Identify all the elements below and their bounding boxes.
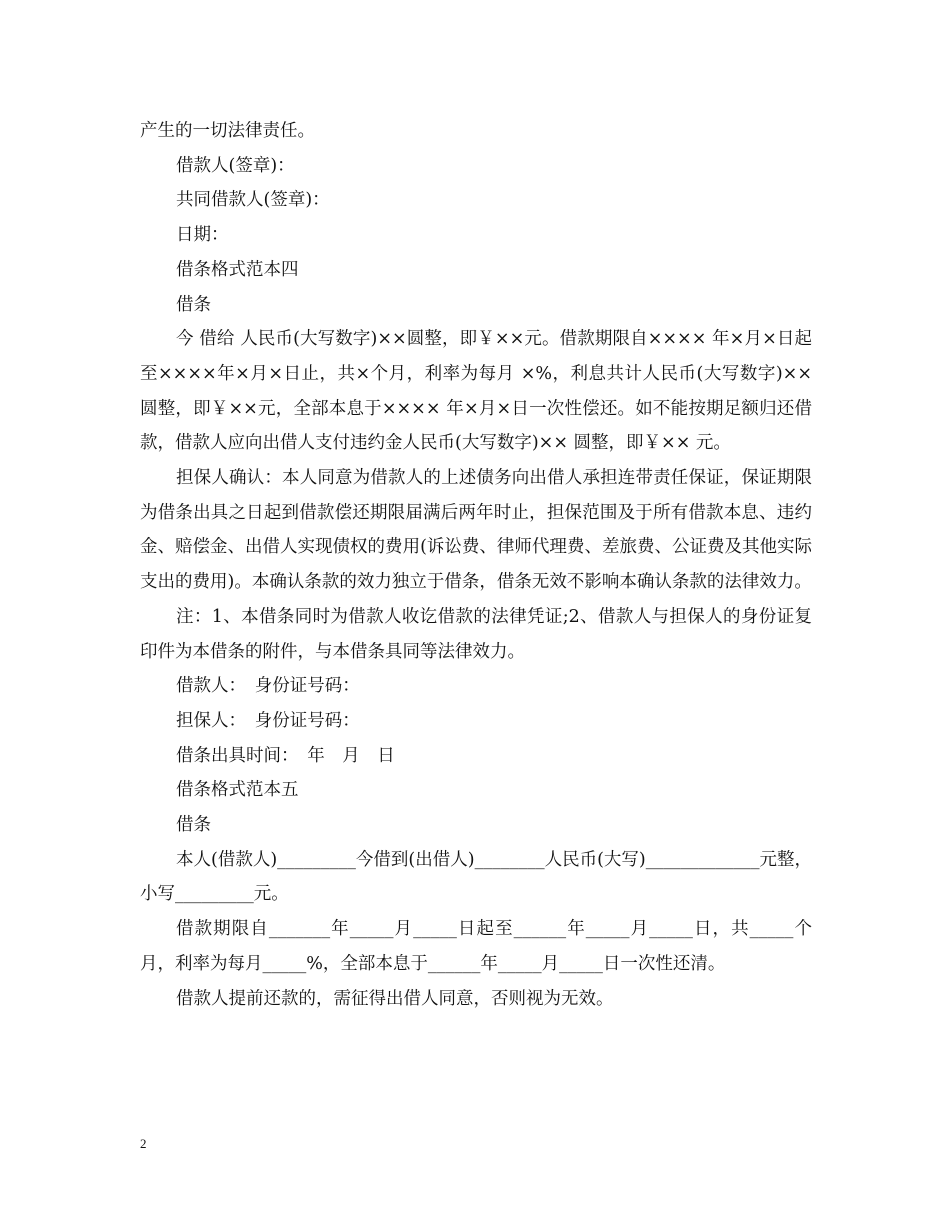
- guarantor-confirmation-paragraph: 担保人确认：本人同意为借款人的上述债务向出借人承担连带责任保证，保证期限为借条出具之日起到借款偿还期限届满后两年时止，担保范围及于所有借款本息、违约金、赔偿金、出借人实现债权的费用(诉讼费、律师代理费、差旅费、公证费及其他实际支出的费用)。本确认条款的效力独立于借条，借条无效不影响本确认条款的法律效力。: [140, 468, 812, 593]
- page-number: 2: [140, 1136, 147, 1151]
- borrower-id-line: 借款人： 身份证号码：: [176, 676, 360, 697]
- loan-period-paragraph: 借款期限自_______年_____月_____日起至______年_____月_____日，共_____个月，利率为每月_____%，全部本息于______年_____月_____日一次性还清。: [140, 919, 812, 974]
- template-five-heading: 借条格式范本五: [176, 780, 299, 801]
- borrow-amount-paragraph: 本人(借款人)_________今借到(出借人)________人民币(大写)_____________元整，小写_________元。: [140, 849, 812, 905]
- date-line: 日期：: [176, 225, 229, 246]
- paragraph-liability-end: 产生的一切法律责任。: [140, 121, 315, 141]
- borrower-signature-line: 借款人(签章)：: [176, 155, 295, 176]
- note-paragraph: 注：1、本借条同时为借款人收讫借款的法律凭证;2、借款人与担保人的身份证复印件为本借条的附件，与本借条具同等法律效力。: [140, 606, 812, 662]
- loan-terms-paragraph: 今 借给 人民币(大写数字)××圆整，即￥××元。借款期限自×××× 年×月×日起至××××年×月×日止，共×个月，利率为每月 ×%，利息共计人民币(大写数字)××圆整，即￥××元，全部本息于×××× 年×月×日一次性偿还。如不能按期足额归还借款，借款人应向出借人支付违约金人民币(大写数字)×× 圆整，即￥×× 元。: [140, 329, 812, 454]
- guarantor-id-line: 担保人： 身份证号码：: [176, 710, 360, 731]
- co-borrower-signature-line: 共同借款人(签章)：: [176, 190, 330, 211]
- issue-time-line: 借条出具时间： 年 月 日: [176, 745, 395, 766]
- document-body: [140, 114, 812, 1016]
- early-repayment-paragraph: 借款人提前还款的，需征得出借人同意，否则视为无效。: [176, 988, 614, 1009]
- iou-title-four: 借条: [176, 294, 211, 315]
- template-four-heading: 借条格式范本四: [176, 259, 299, 280]
- iou-title-five: 借条: [176, 815, 211, 836]
